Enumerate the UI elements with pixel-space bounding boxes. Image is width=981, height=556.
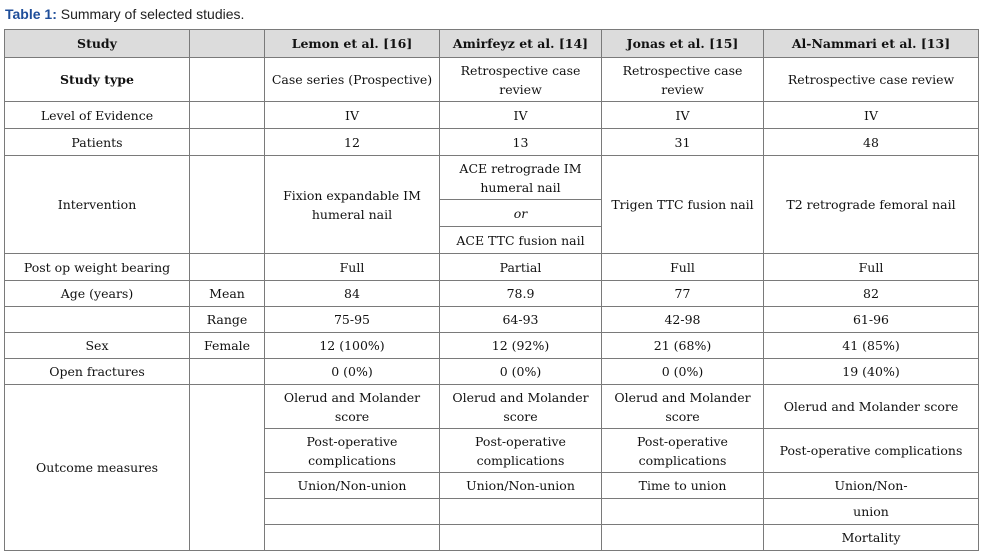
caption-text: Summary of selected studies.	[56, 6, 245, 22]
row-patients	[5, 129, 979, 156]
cell-amir-complications: Post-operative complications	[440, 429, 602, 473]
cell-amir-weight: Partial	[440, 254, 602, 281]
sublabel-range: Range	[190, 307, 265, 333]
cell-blank	[190, 156, 265, 254]
cell-alnam-level: IV	[764, 102, 979, 129]
cell-jonas-union: Time to union	[602, 473, 764, 499]
cell-lemon-level: IV	[265, 102, 440, 129]
row-age-range	[5, 307, 979, 333]
summary-table	[4, 29, 979, 551]
label-study-type: Study type	[5, 58, 190, 102]
label-intervention: Intervention	[5, 156, 190, 254]
cell-blank	[190, 129, 265, 156]
cell-alnam-union-1: Union/Non-	[764, 473, 979, 499]
cell-amir-score: Olerud and Molander score	[440, 385, 602, 429]
cell-amir-patients: 13	[440, 129, 602, 156]
label-age: Age (years)	[5, 281, 190, 307]
cell-alnam-patients: 48	[764, 129, 979, 156]
cell-amir-union: Union/Non-union	[440, 473, 602, 499]
row-open-fractures	[5, 359, 979, 385]
row-outcome-score	[5, 385, 979, 429]
row-sex	[5, 333, 979, 359]
header-jonas: Jonas et al. [15]	[602, 30, 764, 58]
cell-jonas-age-range: 42-98	[602, 307, 764, 333]
row-intervention	[5, 156, 979, 200]
label-sex: Sex	[5, 333, 190, 359]
cell-amir-intervention-1: ACE retrograde IM humeral nail	[440, 156, 602, 200]
header-lemon: Lemon et al. [16]	[265, 30, 440, 58]
cell-blank	[265, 525, 440, 551]
table-caption	[5, 4, 244, 24]
cell-lemon-study-type: Case series (Prospective)	[265, 58, 440, 102]
header-study: Study	[5, 30, 190, 58]
cell-jonas-patients: 31	[602, 129, 764, 156]
sublabel-female: Female	[190, 333, 265, 359]
cell-blank	[440, 499, 602, 525]
label-weight-bearing: Post op weight bearing	[5, 254, 190, 281]
caption-label: Table 1:	[5, 6, 57, 22]
cell-alnam-union-2: union	[764, 499, 979, 525]
cell-lemon-age-range: 75-95	[265, 307, 440, 333]
cell-amir-open: 0 (0%)	[440, 359, 602, 385]
cell-amir-sex: 12 (92%)	[440, 333, 602, 359]
cell-lemon-open: 0 (0%)	[265, 359, 440, 385]
cell-blank	[190, 385, 265, 551]
cell-alnam-sex: 41 (85%)	[764, 333, 979, 359]
cell-blank	[440, 525, 602, 551]
cell-amir-level: IV	[440, 102, 602, 129]
label-outcome-measures: Outcome measures	[5, 385, 190, 551]
cell-alnam-complications: Post-operative complications	[764, 429, 979, 473]
cell-jonas-study-type: Retrospective case review	[602, 58, 764, 102]
cell-lemon-union: Union/Non-union	[265, 473, 440, 499]
cell-lemon-sex: 12 (100%)	[265, 333, 440, 359]
cell-blank	[5, 307, 190, 333]
cell-amir-age-range: 64-93	[440, 307, 602, 333]
cell-alnam-weight: Full	[764, 254, 979, 281]
cell-jonas-weight: Full	[602, 254, 764, 281]
cell-lemon-weight: Full	[265, 254, 440, 281]
cell-blank	[190, 102, 265, 129]
label-level: Level of Evidence	[5, 102, 190, 129]
header-blank	[190, 30, 265, 58]
row-weight-bearing	[5, 254, 979, 281]
cell-jonas-age-mean: 77	[602, 281, 764, 307]
cell-amir-study-type: Retrospective case review	[440, 58, 602, 102]
row-study-type	[5, 58, 979, 102]
header-amirfeyz: Amirfeyz et al. [14]	[440, 30, 602, 58]
cell-jonas-sex: 21 (68%)	[602, 333, 764, 359]
label-open-fractures: Open fractures	[5, 359, 190, 385]
cell-jonas-score: Olerud and Molander score	[602, 385, 764, 429]
label-patients: Patients	[5, 129, 190, 156]
cell-jonas-open: 0 (0%)	[602, 359, 764, 385]
cell-blank	[602, 499, 764, 525]
cell-lemon-patients: 12	[265, 129, 440, 156]
cell-blank	[602, 525, 764, 551]
cell-lemon-complications: Post-operative complications	[265, 429, 440, 473]
cell-alnam-age-mean: 82	[764, 281, 979, 307]
cell-amir-intervention-or: or	[440, 200, 602, 227]
cell-lemon-score: Olerud and Molander score	[265, 385, 440, 429]
header-row	[5, 30, 979, 58]
header-al-nammari: Al-Nammari et al. [13]	[764, 30, 979, 58]
cell-alnam-mortality: Mortality	[764, 525, 979, 551]
cell-jonas-level: IV	[602, 102, 764, 129]
cell-jonas-intervention: Trigen TTC fusion nail	[602, 156, 764, 254]
cell-alnam-open: 19 (40%)	[764, 359, 979, 385]
cell-blank	[190, 254, 265, 281]
cell-alnam-study-type: Retrospective case review	[764, 58, 979, 102]
cell-amir-intervention-2: ACE TTC fusion nail	[440, 227, 602, 254]
row-level-of-evidence	[5, 102, 979, 129]
cell-blank	[190, 359, 265, 385]
row-age-mean	[5, 281, 979, 307]
cell-alnam-age-range: 61-96	[764, 307, 979, 333]
cell-lemon-age-mean: 84	[265, 281, 440, 307]
cell-alnam-score: Olerud and Molander score	[764, 385, 979, 429]
cell-lemon-intervention: Fixion expandable IM humeral nail	[265, 156, 440, 254]
cell-amir-age-mean: 78.9	[440, 281, 602, 307]
cell-alnam-intervention: T2 retrograde femoral nail	[764, 156, 979, 254]
sublabel-mean: Mean	[190, 281, 265, 307]
cell-blank	[265, 499, 440, 525]
cell-jonas-complications: Post-operative complications	[602, 429, 764, 473]
cell-blank	[190, 58, 265, 102]
